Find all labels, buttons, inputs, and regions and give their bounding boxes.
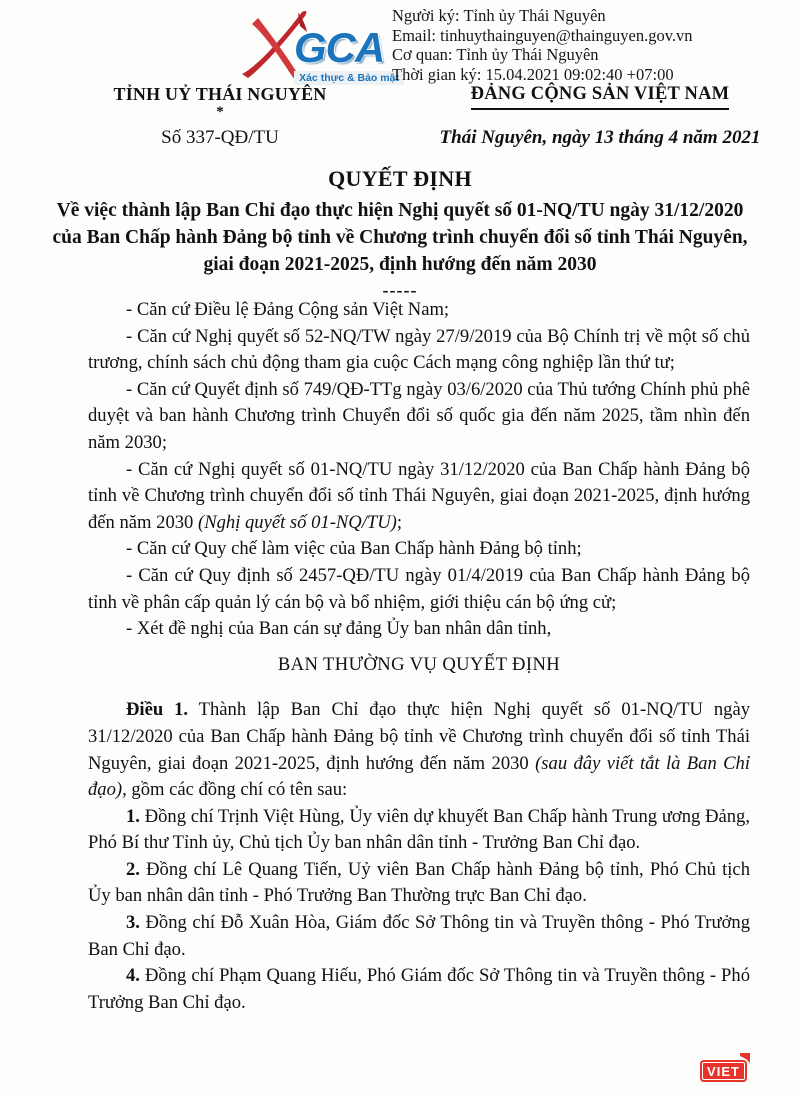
preamble-paragraph: [88, 457, 750, 537]
header-left-column: [70, 84, 370, 149]
member-item: [88, 857, 750, 910]
preamble-text: - Căn cứ Nghị quyết số 01-NQ/TU ngày 31/12/2020 của Ban Chấp hành Đảng bộ tỉnh về Chương trình chuyển đổi số tỉnh Thái Nguyên, giai đoạn 2021-2025, định hướng đến năm 2030: [88, 458, 750, 533]
member-text: Đồng chí Lê Quang Tiến, Uỷ viên Ban Chấp hành Đảng bộ tỉnh, Phó Chủ tịch Ủy ban nhân dân tỉnh - Phó Trưởng Ban Thường trực Ban Chỉ đạo.: [88, 858, 750, 907]
vgca-brand-text: GCA: [294, 24, 385, 71]
viet-badge-label: VIET: [707, 1063, 740, 1079]
signature-time: Thời gian ký: 15.04.2021 09:02:40 +07:00: [392, 64, 674, 84]
vgca-tagline: Xác thực & Bảo mật: [294, 71, 404, 85]
article-1-italic-note: (sau đây viết tắt là Ban Chỉ đạo): [88, 752, 750, 801]
subtitle-line: giai đoạn 2021-2025, định hướng đến năm 2030: [203, 254, 597, 275]
preamble-paragraph: - Xét đề nghị của Ban cán sự đảng Ủy ban nhân dân tỉnh,: [126, 618, 552, 640]
member-item: [88, 804, 750, 857]
preamble-paragraph: - Căn cứ Quy chế làm việc của Ban Chấp hành Đảng bộ tỉnh;: [126, 538, 582, 560]
viet-badge: [700, 1060, 747, 1082]
article-1-text: Thành lập Ban Chỉ đạo thực hiện Nghị quyết số 01-NQ/TU ngày 31/12/2020 của Ban Chấp hành Đảng bộ tỉnh về Chương trình chuyển đổi số tỉnh Thái Nguyên, giai đoạn 2021-2025, định hướng đến năm 2030: [88, 699, 751, 774]
issuing-org: TỈNH UỶ THÁI NGUYÊN: [113, 84, 327, 104]
title-block: [0, 166, 800, 301]
signature-email: Email: tinhuythainguyen@thainguyen.gov.vn: [392, 25, 693, 45]
vgca-logo: [238, 8, 400, 88]
document-number: Số 337-QĐ/TU: [161, 127, 279, 148]
header-star: *: [216, 104, 224, 120]
member-text: Đồng chí Phạm Quang Hiếu, Phó Giám đốc Sở Thông tin và Truyền thông - Phó Trưởng Ban Chỉ đạo.: [88, 965, 750, 1013]
header-right-column: [428, 84, 772, 149]
member-number: 3.: [126, 912, 140, 934]
member-text: Đồng chí Trịnh Việt Hùng, Ủy viên dự khuyết Ban Chấp hành Trung ương Đảng, Phó Bí thư Tỉnh ủy, Chủ tịch Ủy ban nhân dân tỉnh - Trưởng Ban Chỉ đạo.: [88, 805, 750, 854]
member-number: 1.: [126, 805, 140, 827]
preamble-paragraph: - Căn cứ Điều lệ Đảng Cộng sản Việt Nam;: [126, 299, 450, 320]
preamble-italic-ref: (Nghị quyết số 01-NQ/TU): [198, 511, 397, 533]
preamble-paragraph: - Căn cứ Quy định số 2457-QĐ/TU ngày 01/4/2019 của Ban Chấp hành Đảng bộ tỉnh về phân cấp quản lý cán bộ và bổ nhiệm, giới thiệu cán bộ ứng cử;: [88, 564, 750, 613]
article-1-lead: [88, 697, 750, 803]
document-title: QUYẾT ĐỊNH: [328, 166, 472, 191]
member-number: 2.: [126, 858, 140, 880]
member-item: [88, 910, 750, 963]
subtitle-line: của Ban Chấp hành Đảng bộ tỉnh về Chương trình chuyển đổi số tỉnh Thái Nguyên,: [52, 227, 748, 248]
signature-block: [392, 6, 782, 84]
signature-agency: Cơ quan: Tỉnh ủy Thái Nguyên: [392, 45, 599, 64]
article-1-label: Điều 1.: [126, 699, 189, 721]
title-divider: -----: [382, 280, 418, 300]
article-1-text: , gồm các đồng chí có tên sau:: [122, 779, 348, 801]
decree-heading: BAN THƯỜNG VỤ QUYẾT ĐỊNH: [277, 653, 561, 675]
subtitle-line: Về việc thành lập Ban Chỉ đạo thực hiện Nghị quyết số 01-NQ/TU ngày 31/12/2020: [56, 200, 744, 221]
member-text: Đồng chí Đỗ Xuân Hòa, Giám đốc Sở Thông tin và Truyền thông - Phó Trưởng Ban Chỉ đạo.: [88, 912, 750, 960]
member-item: [88, 963, 750, 1016]
document-subtitle: [0, 197, 800, 278]
member-number: 4.: [126, 965, 140, 987]
preamble-paragraph: - Căn cứ Nghị quyết số 52-NQ/TW ngày 27/9/2019 của Bộ Chính trị về một số chủ trương, chính sách chủ động tham gia cuộc Cách mạng công nghiệp lần thứ tư;: [88, 325, 750, 374]
preamble-paragraph: - Căn cứ Quyết định số 749/QĐ-TTg ngày 03/6/2020 của Thủ tướng Chính phủ phê duyệt và ban hành Chương trình Chuyển đổi số quốc gia đến năm 2025, tầm nhìn đến năm 2030;: [88, 378, 750, 453]
viet-badge-flag-icon: [740, 1053, 750, 1063]
signature-signer: Người ký: Tỉnh ủy Thái Nguyên: [392, 6, 606, 25]
party-motto: ĐẢNG CỘNG SẢN VIỆT NAM: [471, 84, 730, 110]
document-body: [88, 297, 750, 1016]
preamble-text: ;: [396, 511, 403, 533]
place-dateline: Thái Nguyên, ngày 13 tháng 4 năm 2021: [439, 127, 761, 148]
